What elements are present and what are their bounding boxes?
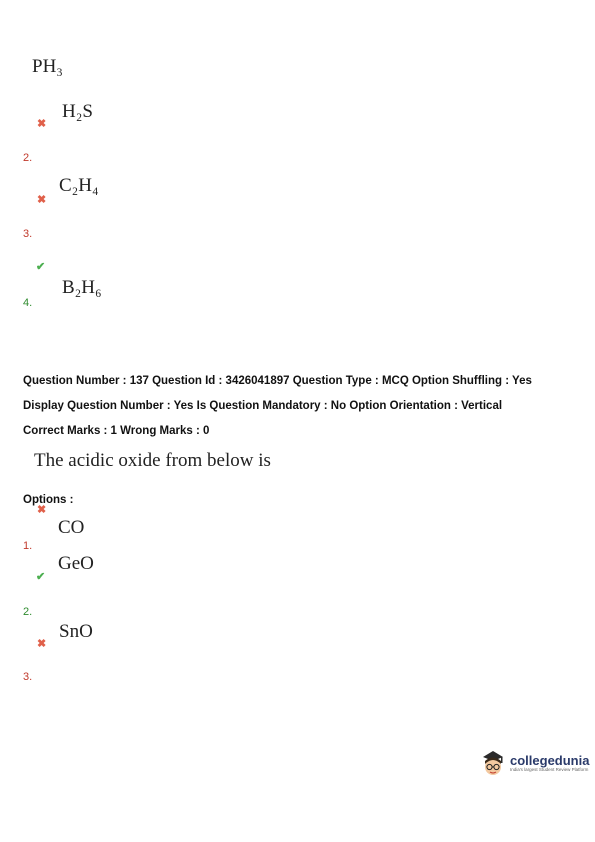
option-number: 3. [23, 671, 33, 683]
option-number: 2. [23, 152, 33, 164]
cross-icon: ✖ [37, 194, 47, 206]
option-formula: PH₃ [32, 56, 63, 77]
cross-icon: ✖ [37, 638, 47, 650]
option-number: 2. [23, 606, 33, 618]
question-meta-line-2: Display Question Number : Yes Is Question Mandatory : No Option Orientation : Vertical [23, 400, 503, 412]
cross-icon: ✖ [37, 504, 47, 516]
check-icon: ✔ [36, 571, 46, 583]
option-formula: GeO [58, 553, 94, 574]
question-meta-line-3: Correct Marks : 1 Wrong Marks : 0 [23, 425, 210, 437]
option-number: 3. [23, 228, 33, 240]
options-label: Options : [23, 494, 74, 506]
option-number: 1. [23, 540, 33, 552]
option-formula: B₂H₆ [62, 277, 102, 298]
option-formula: H₂S [62, 101, 93, 122]
option-formula: CO [58, 517, 85, 538]
question-meta-line-1: Question Number : 137 Question Id : 3426041897 Question Type : MCQ Option Shuffling : Yes [23, 375, 532, 387]
logo-title: collegedunia [510, 752, 590, 768]
collegedunia-logo [480, 748, 589, 778]
option-formula: C₂H₄ [59, 175, 99, 196]
question-text: The acidic oxide from below is [34, 450, 271, 471]
check-icon: ✔ [36, 261, 46, 273]
logo-subtitle: India's largest Student Review Platform [510, 766, 589, 772]
option-formula: SnO [59, 621, 93, 642]
logo-mascot-icon [480, 748, 506, 778]
cross-icon: ✖ [37, 118, 47, 130]
option-number: 4. [23, 297, 33, 309]
